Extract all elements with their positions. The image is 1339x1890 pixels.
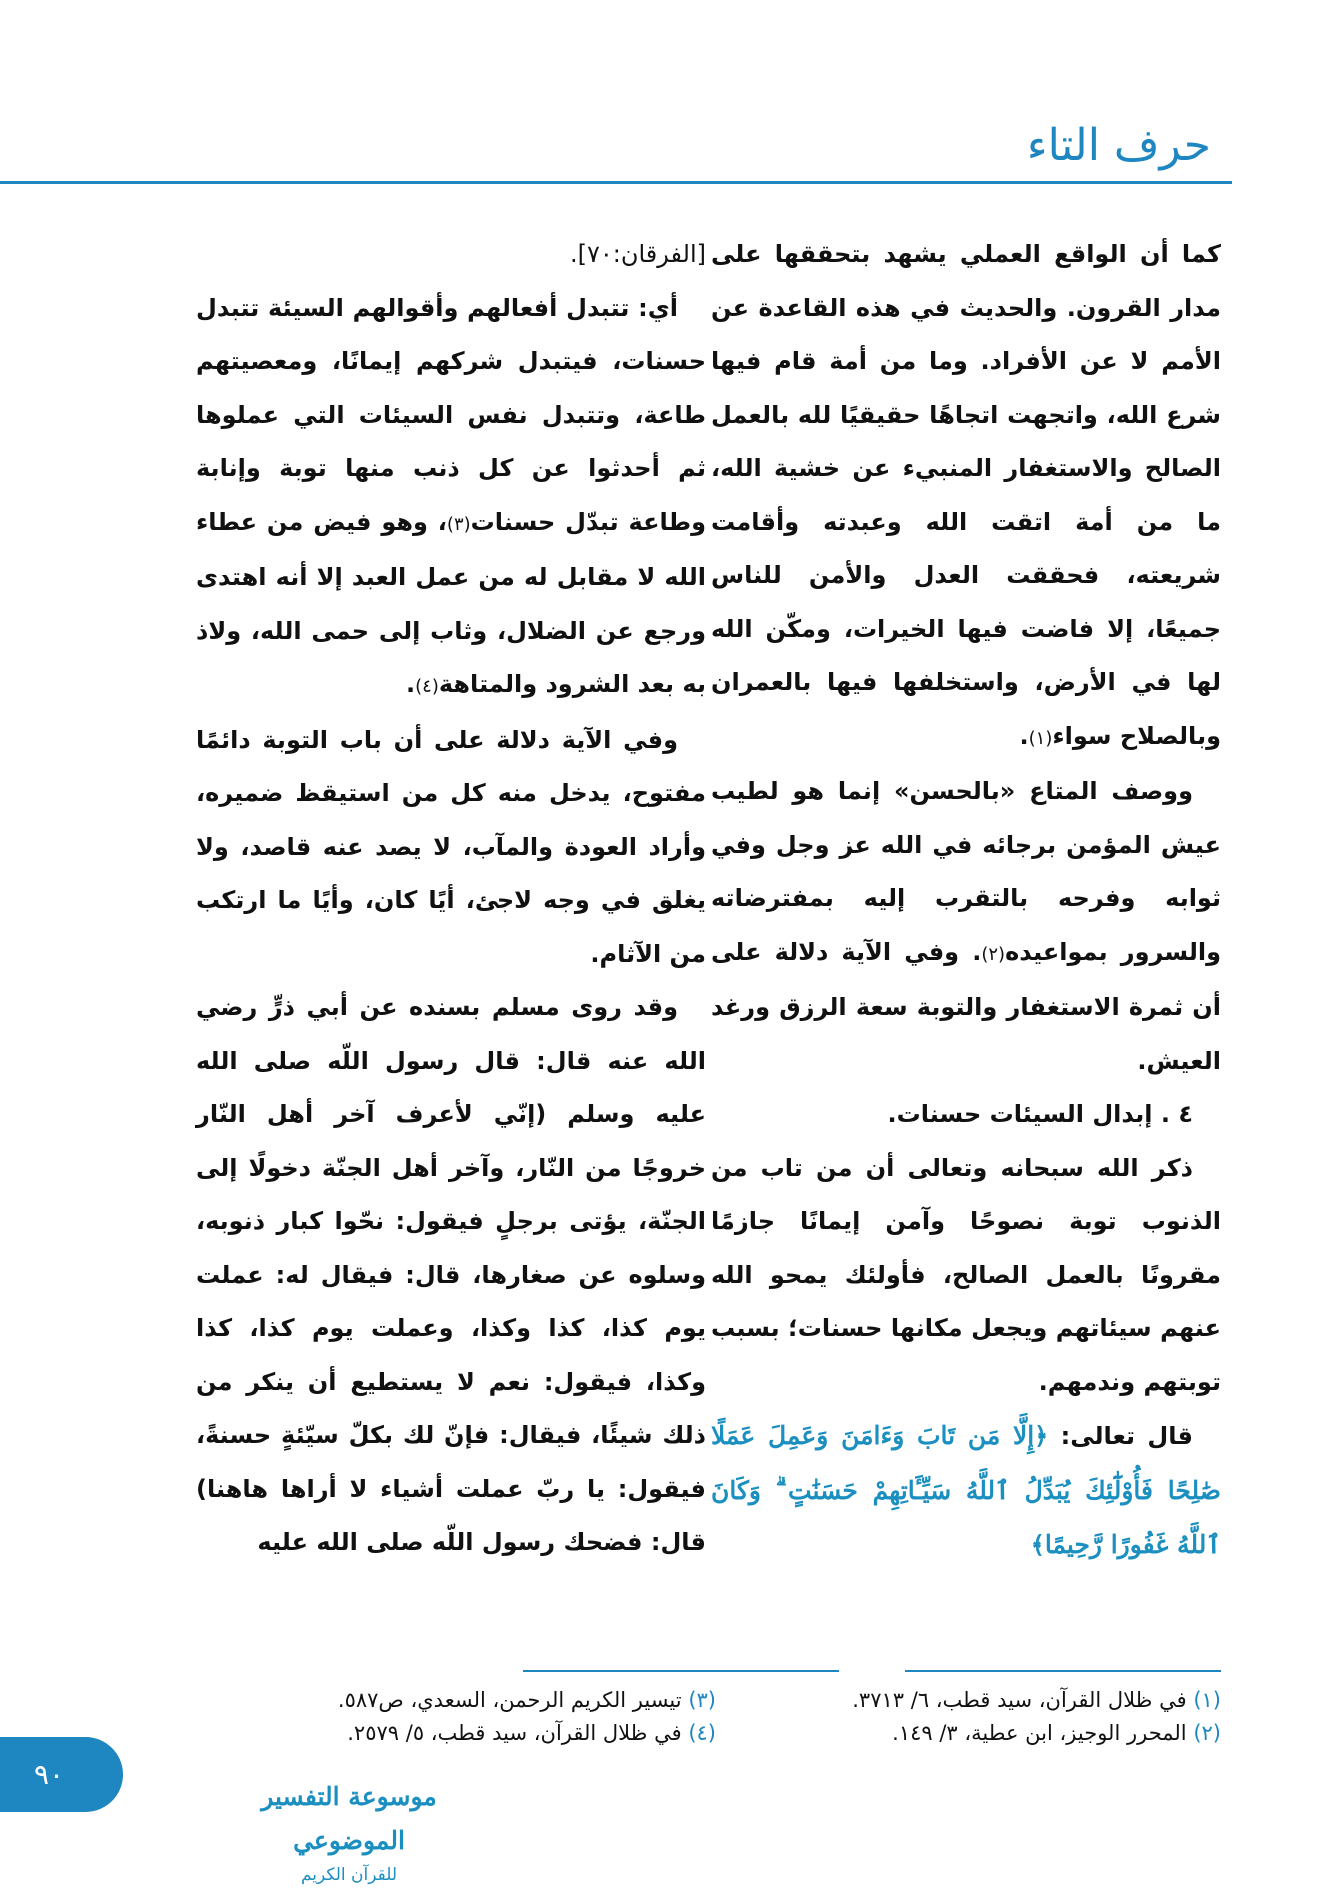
footnote [701,1717,1221,1750]
header-divider [0,181,1232,184]
punctuation: . [406,670,416,698]
paragraph [711,228,1221,765]
footnote-text: المحرر الوجيز، ابن عطية، ٣/ ١٤٩. [892,1721,1187,1745]
punctuation: . [1019,721,1029,750]
logo-title: موسوعة التفسير الموضوعي [261,1782,437,1855]
verse-reference: [الفرقان:٧٠]. [569,240,706,268]
footnote-number: (٣) [688,1688,716,1712]
hadith-paragraph [196,981,706,1570]
paragraph: ذكر الله سبحانه وتعالى أن من تاب من الذنوب توبة نصوحًا وآمن إيمانًا جازمًا مقرونًا بالعمل الصالح، فأولئك يمحو الله عنهم سيئاتهم ويجعل مكانها حسنات؛ بسبب توبتهم وندمهم. [711,1153,1221,1396]
paragraph-text: وقد روى مسلم بسنده عن أبي ذرٍّ رضي الله عنه قال: قال رسول اللّه صلى الله عليه وسلم [196,993,707,1128]
footnote-divider [523,1670,839,1672]
paragraph-text: . وفي الآية دلالة على أن ثمرة الاستغفار والتوبة سعة الرزق ورغد العيش. [711,937,1221,1075]
hadith-text: (إنّي لأعرف آخر أهل النّار خروجًا من النّار، وآخر أهل الجنّة دخولًا إلى الجنّة، يؤتى برجلٍ فيقول: نحّوا كبار ذنوبه، وسلوه عن صغارها، قال: فيقال له: عملت يوم كذا، كذا وكذا، وعملت يوم كذا، كذا وكذا، فيقول: نعم لا يستطيع أن ينكر من ذلك شيئًا، فيقال: فإنّ لك بكلّ سيّئةٍ حسنةً، فيقول: يا ربّ عملت أشياء لا أراها هاهنا) [196,1100,706,1503]
paragraph-text: ، وهو فيض من عطاء الله لا مقابل له من عمل العبد إلا أنه اهتدى ورجع عن الضلال، وثاب إلى حمى الله، ولاذ به بعد الشرود والمتاهة [196,507,706,698]
footnote-ref[interactable]: (٣) [446,513,471,535]
footnote-text: في ظلال القرآن، سيد قطب، ٦/ ٣٧١٣. [852,1688,1187,1712]
paragraph [711,765,1221,1088]
footnote [196,1717,716,1750]
encyclopedia-logo [215,1775,483,1885]
footnote-ref[interactable]: (٤) [415,676,439,697]
footnote [701,1684,1221,1717]
footnote-divider [905,1670,1221,1672]
paragraph-text: ووصف المتاع «بالحسن» إنما هو لطيب عيش المؤمن برجائه في الله عز وجل وفي ثوابه وفرحه بالتقرب إليه بمفترضاته والسرور بمواعيده [711,777,1222,966]
footnote [196,1684,716,1717]
paragraph [196,282,706,714]
paragraph-text: قال: فضحك رسول اللّه صلى الله عليه [257,1528,706,1556]
section-heading: ٤ . إبدال السيئات حسنات. [887,1100,1193,1128]
footnote-text: في ظلال القرآن، سيد قطب، ٥/ ٢٥٧٩. [347,1721,682,1745]
right-text-column [711,228,1221,1573]
footnote-ref[interactable]: (١) [1028,727,1053,749]
quran-verse: إِلَّا مَن تَابَ وَءَامَنَ وَعَمِلَ عَمَلًا صَٰلِحًا فَأُوْلَٰٓئِكَ يُبَدِّلُ ٱللَّهُ سَيِّـَٔاتِهِمْ حَسَنَٰتٍ ۗ وَكَانَ ٱللَّهُ غَفُورًا رَّحِيمًا [711,1421,1221,1559]
left-text-column [196,228,706,1570]
footnote-ref[interactable]: (٢) [981,943,1006,965]
footnote-text: تيسير الكريم الرحمن، السعدي، ص٥٨٧. [337,1688,682,1712]
footnote-number: (١) [1193,1688,1221,1712]
footnotes-right [701,1684,1221,1750]
footnotes-left [196,1684,716,1750]
page-number: ٩٠ [33,1758,65,1791]
verse-open-ornament: ﴿ [1034,1422,1049,1450]
paragraph-text: أي: تتبدل أفعالهم وأقوالهم السيئة تتبدل حسنات، فيتبدل شركهم إيمانًا، ومعصيتهم طاعة، وتتبدل نفس السيئات التي عملوها ثم أحدثوا عن كل ذنب منها توبة وإنابة وطاعة تبدّل حسنات [196,293,706,536]
paragraph: وفي الآية دلالة على أن باب التوبة دائمًا مفتوح، يدخل منه كل من استيقظ ضميره، وأراد العودة والمآب، لا يصد عنه قاصد، ولا يغلق في وجه لاجئ، أيًا كان، وأيًا ما ارتكب من الآثام. [196,725,706,968]
page-section-title: حرف التاء [1026,120,1211,171]
verse-intro: قال تعالى: [1048,1422,1193,1450]
logo-subtitle: للقرآن الكريم [300,1865,398,1885]
footnote-number: (٢) [1193,1721,1221,1745]
verse-close-ornament: ﴾ [1030,1531,1045,1559]
footnote-number: (٤) [688,1721,716,1745]
verse-paragraph [711,1409,1221,1573]
paragraph-text: كما أن الواقع العملي يشهد بتحققها على مدار القرون. والحديث في هذه القاعدة عن الأمم لا عن الأفراد. وما من أمة قام فيها شرع الله، واتجهت اتجاهًا حقيقيًا لله بالعمل الصالح والاستغفار المنبيء عن خشية الله، ما من أمة اتقت الله وعبدته وأقامت شريعته، فحققت العدل والأمن للناس جميعًا، إلا فاضت فيها الخيرات، ومكّن الله لها في الأرض، واستخلفها فيها بالعمران وبالصلاح سواء [711,240,1221,750]
